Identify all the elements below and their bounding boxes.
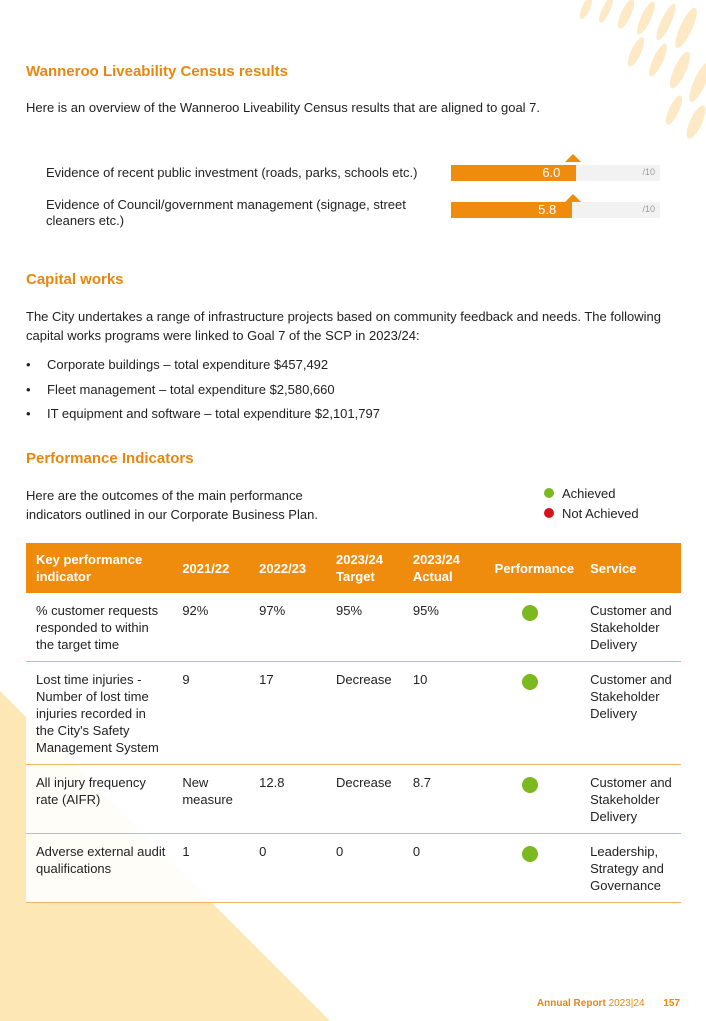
list-item: • IT equipment and software – total expenditure $2,101,797	[26, 404, 380, 429]
performance-cell	[485, 662, 580, 765]
value-2021-22: New measure	[172, 765, 249, 834]
footer-title: Annual Report	[536, 998, 606, 1009]
legend-achieved	[544, 485, 639, 505]
capital-heading: Capital works	[26, 271, 124, 288]
legend-label: Achieved	[562, 486, 616, 501]
achieved-status-icon	[522, 777, 538, 793]
performance-cell	[485, 593, 580, 662]
performance-cell	[485, 765, 580, 834]
value-2022-23: 17	[249, 662, 326, 765]
column-header: Key performance indicator	[26, 543, 172, 593]
achieved-status-icon	[522, 846, 538, 862]
value-2022-23: 0	[249, 834, 326, 903]
page-footer	[537, 998, 680, 1009]
table-header-row	[26, 543, 681, 593]
list-item: • Corporate buildings – total expenditure $457,492	[26, 355, 380, 380]
service-cell: Customer and Stakeholder Delivery	[580, 765, 681, 834]
census-item-label: Evidence of recent public investment (roads, parks, schools etc.)	[46, 165, 418, 180]
score-bar	[451, 165, 660, 181]
census-intro: Here is an overview of the Wanneroo Liveability Census results that are aligned to goal 7.	[26, 100, 541, 115]
value-2021-22: 92%	[172, 593, 249, 662]
actual-cell: 10	[403, 662, 485, 765]
achieved-status-icon	[522, 674, 538, 690]
score-bar-fill	[451, 165, 576, 181]
column-header: 2023/24 Actual	[403, 543, 485, 593]
score-value: 6.0	[542, 165, 561, 180]
indicator-cell: % customer requests responded to within the target time	[26, 593, 172, 662]
indicator-cell: Lost time injuries - Number of lost time injuries recorded in the City's Safety Management System	[26, 662, 172, 765]
list-item: • Fleet management – total expenditure $2,580,660	[26, 380, 380, 405]
service-cell: Leadership, Strategy and Governance	[580, 834, 681, 903]
not-achieved-dot-icon	[544, 508, 554, 518]
performance-intro: Here are the outcomes of the main performance indicators outlined in our Corporate Business Plan.	[26, 488, 318, 522]
service-cell: Customer and Stakeholder Delivery	[580, 593, 681, 662]
target-cell: Decrease	[326, 765, 403, 834]
score-value: 5.8	[538, 202, 557, 217]
column-header: 2021/22	[172, 543, 249, 593]
census-item-label: Evidence of Council/government management (signage, street cleaners etc.)	[46, 197, 406, 228]
legend	[544, 485, 639, 524]
value-2022-23: 12.8	[249, 765, 326, 834]
capital-intro: The City undertakes a range of infrastructure projects based on community feedback and needs. The following capital works programs were linked to Goal 7 of the SCP in 2023/24:	[26, 309, 661, 343]
score-bar-fill	[451, 202, 572, 218]
score-marker-icon	[565, 194, 581, 202]
target-cell: Decrease	[326, 662, 403, 765]
footer-year: 2023|24	[608, 998, 645, 1009]
census-heading: Wanneroo Liveability Census results	[26, 63, 289, 80]
legend-label: Not Achieved	[562, 505, 639, 521]
capital-works-list	[26, 355, 380, 429]
value-2021-22: 9	[172, 662, 249, 765]
table-row	[26, 765, 681, 834]
actual-cell: 95%	[403, 593, 485, 662]
table-row	[26, 834, 681, 903]
achieved-dot-icon	[544, 488, 554, 498]
score-max: /10	[642, 167, 655, 177]
column-header: 2022/23	[249, 543, 326, 593]
decorative-corner-pattern	[566, 0, 706, 140]
value-2021-22: 1	[172, 834, 249, 903]
column-header: Service	[580, 543, 681, 593]
score-max: /10	[642, 204, 655, 214]
kpi-table	[26, 543, 681, 903]
target-cell: 95%	[326, 593, 403, 662]
indicator-cell: Adverse external audit qualifications	[26, 834, 172, 903]
indicator-cell: All injury frequency rate (AIFR)	[26, 765, 172, 834]
score-bar	[451, 202, 660, 218]
legend-not-achieved	[544, 505, 639, 525]
achieved-status-icon	[522, 605, 538, 621]
table-row	[26, 593, 681, 662]
score-marker-icon	[565, 154, 581, 162]
table-row	[26, 662, 681, 765]
target-cell: 0	[326, 834, 403, 903]
service-cell: Customer and Stakeholder Delivery	[580, 662, 681, 765]
actual-cell: 0	[403, 834, 485, 903]
page-number: 157	[663, 998, 680, 1009]
actual-cell: 8.7	[403, 765, 485, 834]
performance-cell	[485, 834, 580, 903]
performance-heading: Performance Indicators	[26, 450, 194, 467]
value-2022-23: 97%	[249, 593, 326, 662]
column-header: Performance	[485, 543, 580, 593]
column-header: 2023/24 Target	[326, 543, 403, 593]
